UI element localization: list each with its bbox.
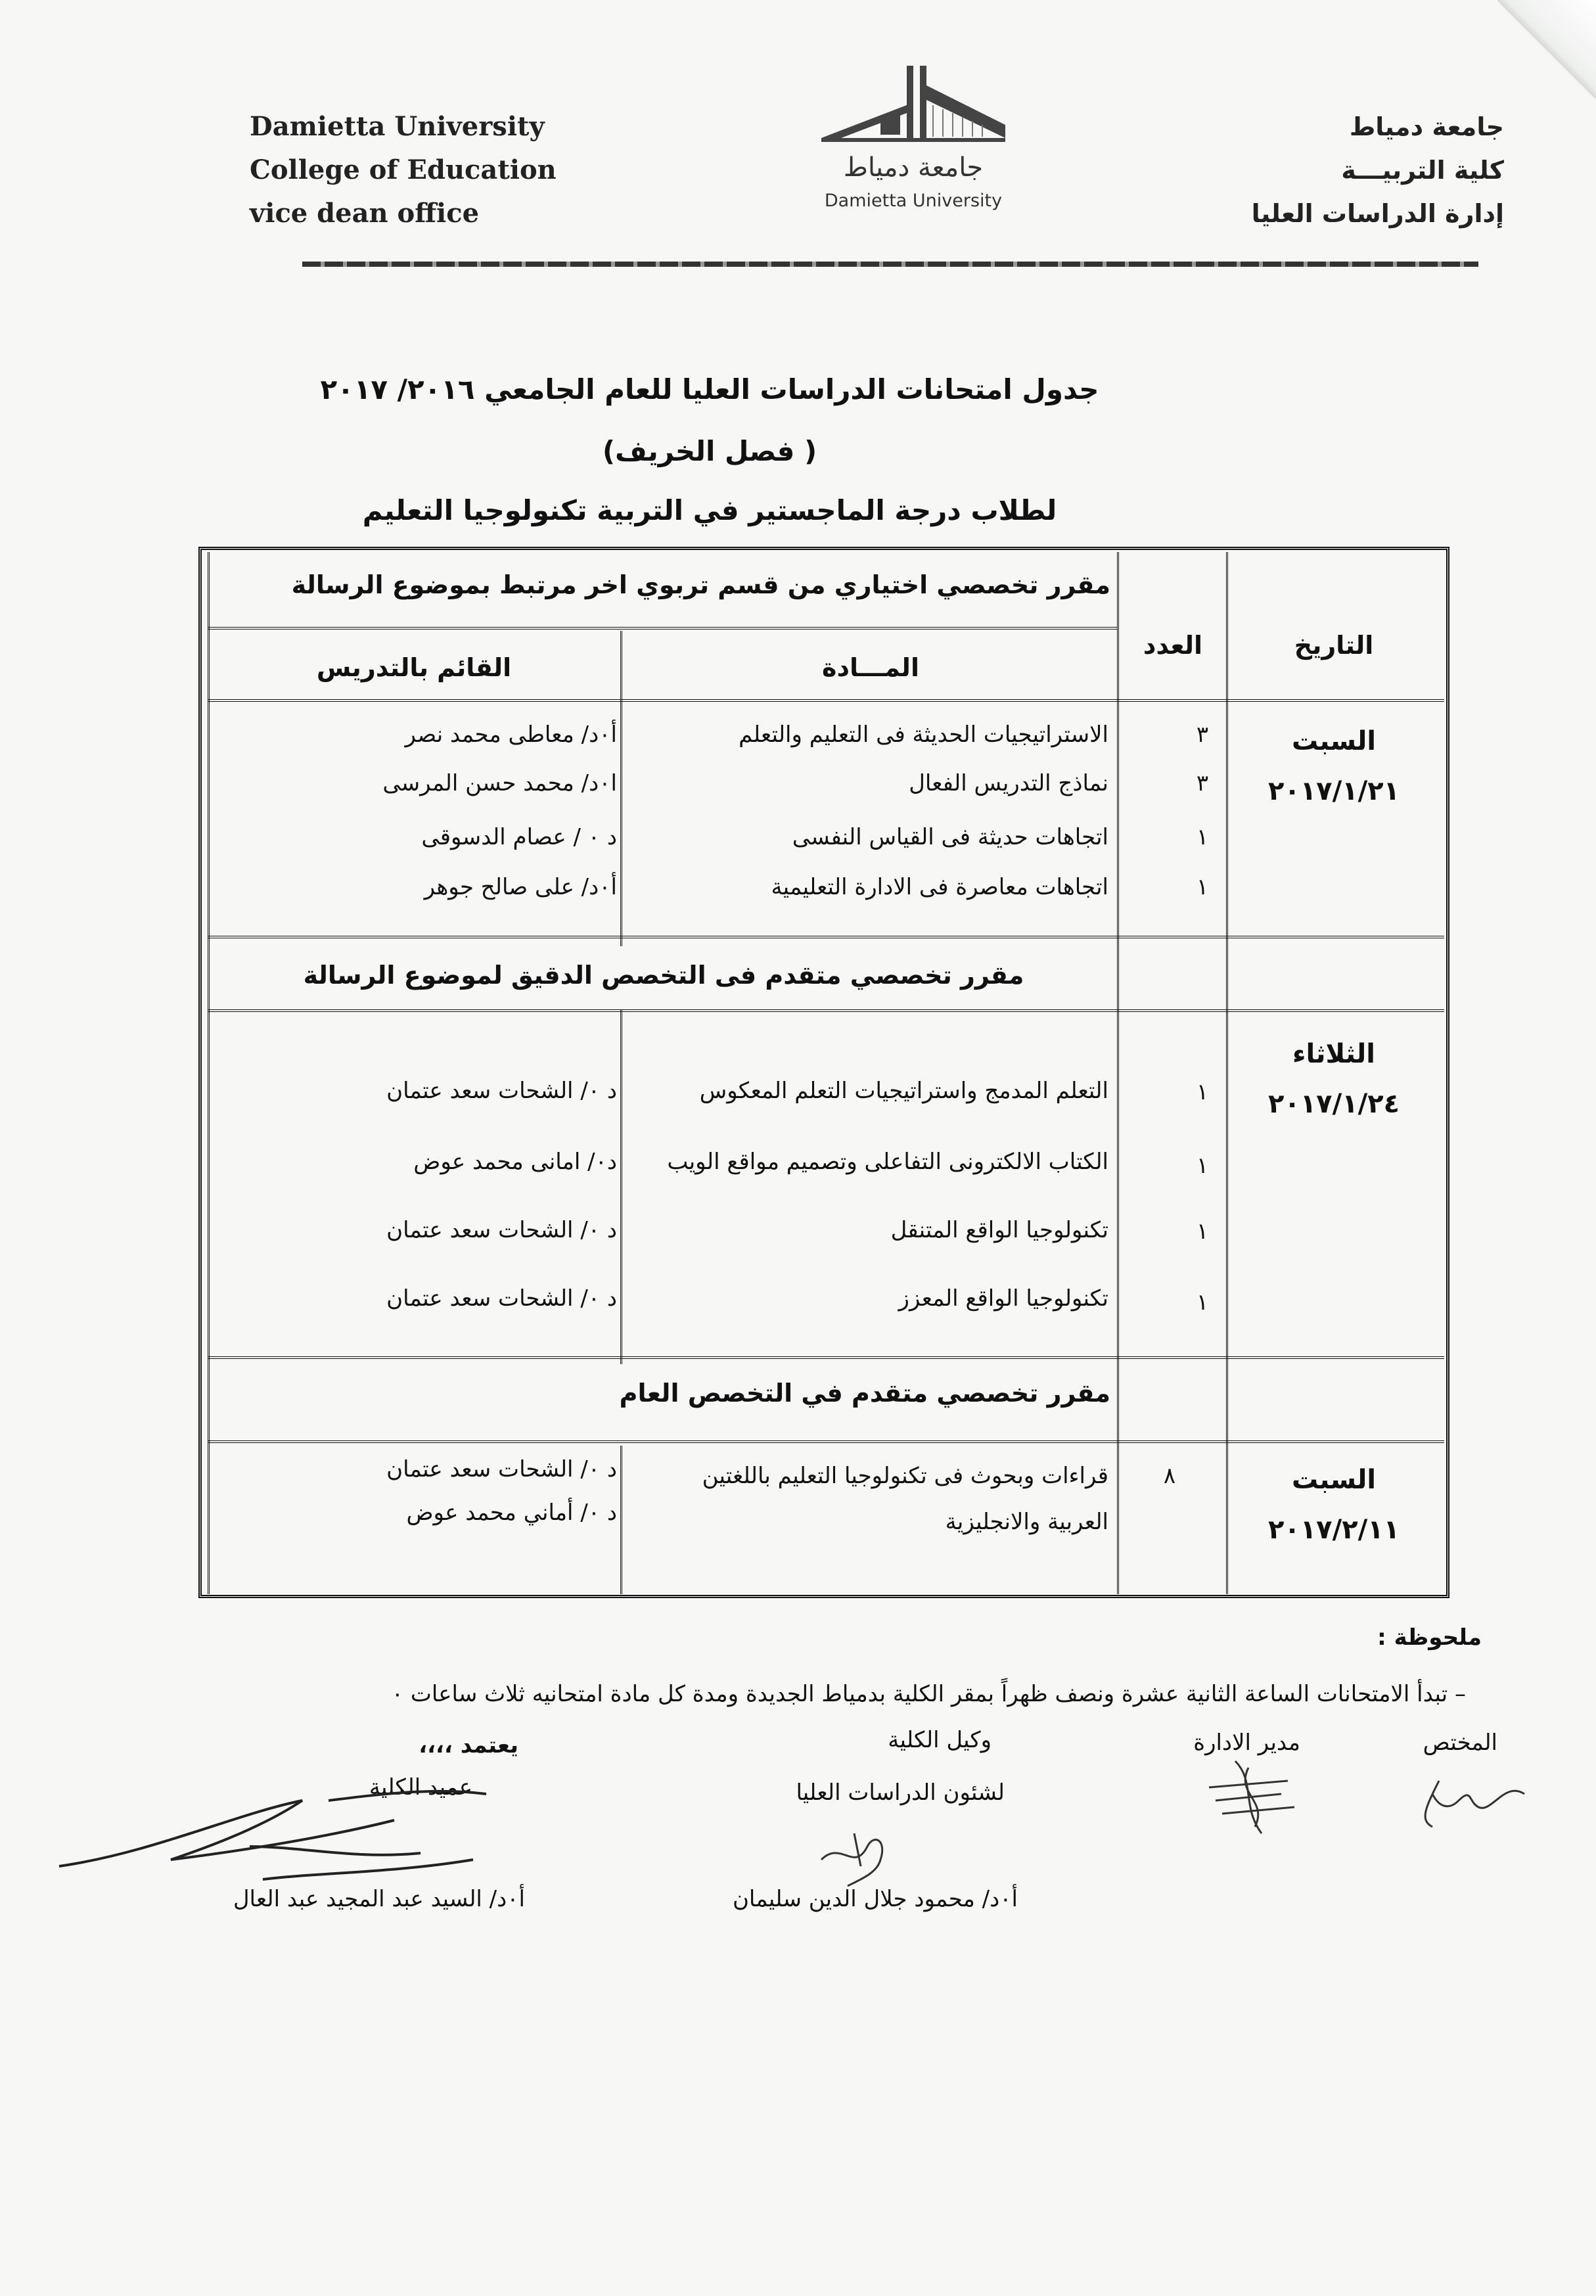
line-below-section2 [208, 1009, 1444, 1012]
s3-row1-teacher-line2: د ٠/ أماني محمد عوض [406, 1500, 617, 1526]
s2-row2-teacher: د٠/ امانى محمد عوض [413, 1149, 617, 1175]
note-label: ملحوظة : [1377, 1624, 1482, 1651]
s3-row1-subject-line2: العربية والانجليزية [945, 1509, 1108, 1535]
divider-subject-2 [620, 1009, 622, 1364]
section1-date [1235, 716, 1432, 816]
sig-admin-director-label: مدير الادارة [1193, 1730, 1300, 1756]
s1-row1-count: ٣ [1196, 722, 1209, 748]
sig-dean-title: عميد الكلية [369, 1774, 472, 1801]
s2-row2-subject: الكتاب الالكترونى التفاعلى وتصميم مواقع الويب [667, 1149, 1108, 1175]
s1-row2-teacher: ا٠د/ محمد حسن المرسى [382, 770, 617, 796]
header-en-university: Damietta University [250, 111, 545, 142]
header-ar-college: كلية التربيـــة [1341, 156, 1504, 185]
logo-arabic-text: جامعة دمياط [843, 152, 984, 183]
divider-subject-1 [620, 631, 622, 946]
line-under-section1-title [208, 627, 1117, 630]
admin-director-signature [1196, 1741, 1301, 1847]
s1-row2-subject: نماذج التدريس الفعال [909, 770, 1108, 796]
s3-row1-subject-line1: قراءات وبحوث فى تكنولوجيا التعليم باللغتين [702, 1463, 1108, 1489]
dean-signature [53, 1774, 513, 1906]
s2-row1-teacher: د ٠/ الشحات سعد عتمان [386, 1078, 617, 1104]
s2-row3-teacher: د ٠/ الشحات سعد عتمان [386, 1217, 617, 1243]
s1-row1-subject: الاستراتيجيات الحديثة فى التعليم والتعلم [739, 722, 1108, 748]
section1-title: مقرر تخصصي اختياري من قسم تربوي اخر مرتبط بموضوع الرسالة [291, 570, 1110, 599]
note-text: – تبدأ الامتحانات الساعة الثانية عشرة ونصف ظهراً بمقر الكلية بدمياط الجديدة ومدة كل مادة امتحانيه ثلاث ساعات ٠ [391, 1681, 1466, 1707]
title-exam-schedule: جدول امتحانات الدراسات العليا للعام الجامعي ٢٠١٦/ ٢٠١٧ [320, 373, 1099, 405]
section3-title: مقرر تخصصي متقدم في التخصص العام [619, 1379, 1110, 1408]
s1-row3-subject: اتجاهات حديثة فى القياس النفسى [792, 824, 1108, 850]
header-ar-university: جامعة دمياط [1349, 112, 1504, 141]
s1-row4-subject: اتجاهات معاصرة فى الادارة التعليمية [771, 874, 1108, 900]
section2-date-value: ٢٠١٧/١/٢٤ [1267, 1089, 1400, 1119]
specialist-signature [1413, 1768, 1531, 1840]
header-subject: المـــادة [822, 653, 919, 682]
s1-row3-teacher: د ٠ / عصام الدسوقى [421, 824, 617, 850]
divider-count [1117, 552, 1119, 1594]
header-divider [302, 262, 1478, 267]
line-under-headers [208, 699, 1444, 702]
title-students: لطلاب درجة الماجستير في التربية تكنولوجيا التعليم [362, 494, 1057, 526]
vice-dean-signature [815, 1820, 900, 1893]
sig-vice-dean-title: وكيل الكلية [888, 1727, 992, 1753]
header-count: العدد [1143, 631, 1203, 660]
s2-row3-subject: تكنولوجيا الواقع المتنقل [890, 1217, 1108, 1243]
s2-row2-count: ١ [1196, 1153, 1209, 1179]
section1-day: السبت [1291, 726, 1377, 756]
header-english [250, 105, 557, 235]
sig-dean-name: أ٠د/ السيد عبد المجيد عبد العال [233, 1886, 525, 1912]
divider-subject-3 [620, 1446, 622, 1594]
header-teacher: القائم بالتدريس [316, 653, 512, 682]
s3-row1-count: ٨ [1163, 1463, 1176, 1489]
header-en-college: College of Education [250, 154, 557, 185]
sig-vice-dean-title2: لشئون الدراسات العليا [796, 1779, 1005, 1806]
header-ar-office: إدارة الدراسات العليا [1251, 199, 1504, 228]
s2-row1-count: ١ [1196, 1079, 1209, 1105]
sig-approve-label: يعتمد ،،،، [419, 1732, 518, 1758]
section2-day: الثلاثاء [1292, 1039, 1375, 1069]
line-above-section3 [208, 1356, 1444, 1359]
line-above-section2 [208, 936, 1444, 938]
header-en-office: vice dean office [250, 198, 480, 229]
title-semester: ( فصل الخريف) [602, 435, 817, 467]
divider-date [1226, 552, 1228, 1594]
s2-row4-teacher: د ٠/ الشحات سعد عتمان [386, 1285, 617, 1312]
s2-row1-subject: التعلم المدمج واستراتيجيات التعلم المعكوس [699, 1078, 1108, 1104]
s1-row1-teacher: أ٠د/ معاطى محمد نصر [405, 722, 617, 748]
divider-inner-left [208, 552, 210, 1594]
logo-english-text: Damietta University [824, 191, 1003, 211]
s1-row4-count: ١ [1196, 874, 1209, 900]
header-arabic [1252, 105, 1504, 235]
line-below-section3 [208, 1440, 1444, 1443]
folded-corner [1497, 0, 1596, 99]
s2-row4-count: ١ [1196, 1289, 1209, 1316]
s3-row1-teacher-line1: د ٠/ الشحات سعد عتمان [386, 1456, 617, 1482]
sig-specialist-label: المختص [1423, 1730, 1497, 1756]
sig-vice-dean-name: أ٠د/ محمود جلال الدين سليمان [732, 1886, 1018, 1912]
s1-row2-count: ٣ [1196, 770, 1209, 796]
section1-date-value: ٢٠١٧/١/٢١ [1267, 776, 1400, 806]
s1-row3-count: ١ [1196, 824, 1209, 850]
section3-day: السبت [1291, 1465, 1377, 1495]
section3-date-value: ٢٠١٧/٢/١١ [1267, 1515, 1400, 1545]
header-date: التاريخ [1294, 631, 1374, 660]
s1-row4-teacher: أ٠د/ على صالح جوهر [424, 874, 617, 900]
section3-date [1235, 1455, 1432, 1555]
s2-row3-count: ١ [1196, 1218, 1209, 1245]
section2-title: مقرر تخصصي متقدم فى التخصص الدقيق لموضوع الرسالة [303, 961, 1024, 990]
s2-row4-subject: تكنولوجيا الواقع المعزز [898, 1285, 1108, 1312]
section2-date [1235, 1029, 1432, 1129]
